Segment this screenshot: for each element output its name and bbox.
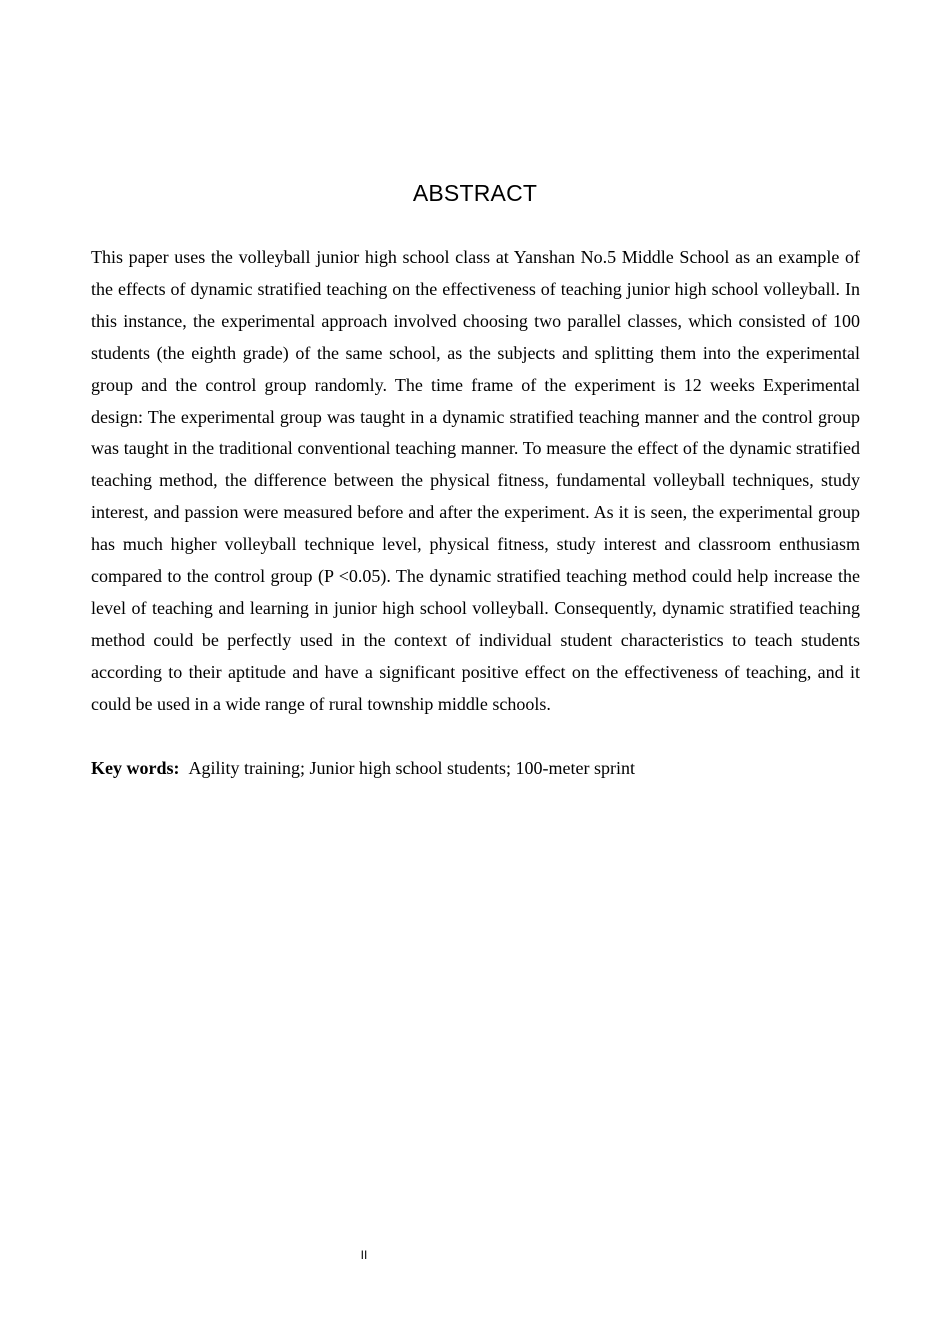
- keywords-label: Key words:: [91, 758, 180, 778]
- keywords-list: Agility training; Junior high school students; 100-meter sprint: [188, 758, 635, 778]
- keywords-line: [91, 753, 860, 783]
- abstract-body-text: This paper uses the volleyball junior high school class at Yanshan No.5 Middle School as an example of the effects of dynamic stratified teaching on the effectiveness of teaching junior high school volleyball. In this instance, the experimental approach involved choosing two parallel classes, which consisted of 100 students (the eighth grade) of the same school, as the subjects and splitting them into the experimental group and the control group randomly. The time frame of the experiment is 12 weeks Experimental design: The experimental group was taught in a dynamic stratified teaching manner and the control group was taught in the traditional conventional teaching manner. To measure the effect of the dynamic stratified teaching method, the difference between the physical fitness, fundamental volleyball techniques, study interest, and passion were measured before and after the experiment. As it is seen, the experimental group has much higher volleyball technique level, physical fitness, study interest and classroom enthusiasm compared to the control group (P <0.05). The dynamic stratified teaching method could help increase the level of teaching and learning in junior high school volleyball. Consequently, dynamic stratified teaching method could be perfectly used in the context of individual student characteristics to teach students according to their aptitude and have a significant positive effect on the effectiveness of teaching, and it could be used in a wide range of rural township middle schools.: [91, 247, 860, 714]
- page-number: II: [360, 1248, 368, 1262]
- abstract-title: ABSTRACT: [412, 180, 538, 206]
